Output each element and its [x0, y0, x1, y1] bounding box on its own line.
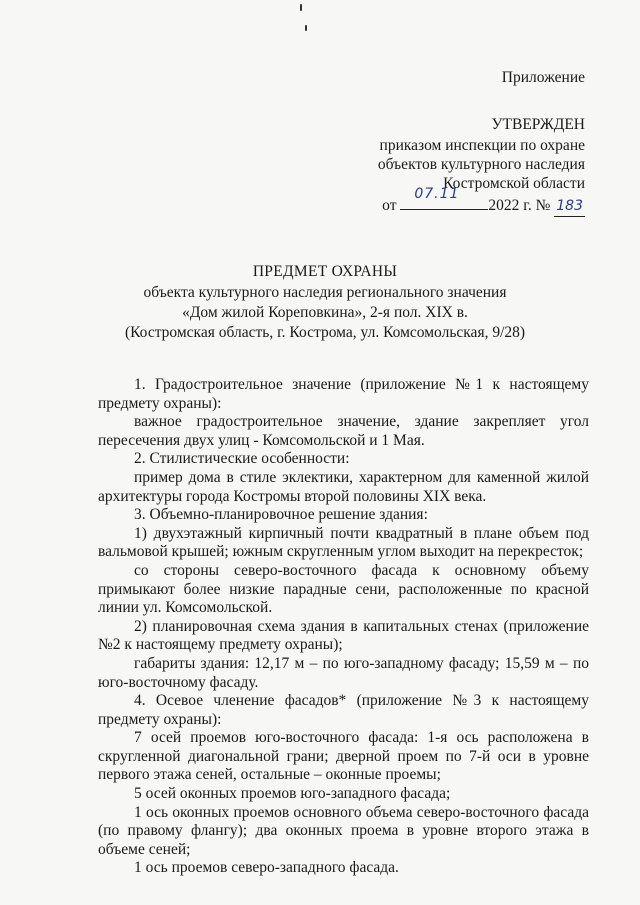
appendix-label: Приложение — [501, 69, 585, 86]
title-line-2: «Дом жилой Кореповкина», 2-я пол. XIX в. — [182, 304, 468, 321]
scan-speck — [305, 25, 307, 31]
body-paragraph: 4. Осевое членение фасадов* (приложение №3 к настоящему предмету охраны): — [98, 692, 589, 728]
approval-line-3: Костромской области — [443, 175, 585, 192]
body-paragraph: 3. Объемно-планировочное решение здания: — [134, 506, 428, 524]
title-block — [60, 262, 590, 343]
date-suffix: 2022 г. № — [488, 197, 551, 214]
body-paragraph: 7 осей проемов юго-восточного фасада: 1-я ось расположена в скругленной диагональной грани; дверной проем по 7-й оси в уровне первого этажа сеней, остальные – оконные проемы; — [98, 729, 589, 784]
scan-speck — [300, 4, 302, 11]
title-line-3: (Костромская область, г. Кострома, ул. Комсомольская, 9/28) — [124, 324, 526, 341]
body-paragraph: 5 осей оконных проемов юго-западного фасада; — [134, 785, 451, 803]
date-blank — [400, 186, 488, 210]
title-line-1: объекта культурного наследия регионального значения — [143, 284, 507, 301]
body-paragraph: 2. Стилистические особенности: — [134, 450, 350, 468]
date-prefix: от — [382, 197, 397, 214]
body-paragraph: пример дома в стиле эклектики, характерном для каменной жилой архитектуры города Костромы второй половины XIX века. — [98, 468, 589, 505]
document-body — [98, 376, 589, 878]
approval-block — [378, 68, 585, 217]
body-paragraph: со стороны северо-восточного фасада к основному объему примыкают более низкие парадные сени, расположенные по красной линии ул. Комсомольской. — [98, 561, 589, 617]
body-paragraph: 1 ось проемов северо-западного фасада. — [134, 859, 399, 877]
approved-label: УТВЕРЖДЕН — [491, 116, 585, 133]
body-paragraph: 1. Градостроительное значение (приложение №1 к настоящему предмету охраны): — [98, 376, 589, 412]
handwritten-date: 07.11 — [414, 186, 460, 202]
body-paragraph: габариты здания: 12,17 м – по юго-западному фасаду; 15,59 м – по юго-восточному фасаду. — [98, 654, 589, 691]
body-paragraph: 2) планировочная схема здания в капитальных стенах (приложение №2 к настоящему предмету охраны); — [98, 617, 589, 654]
body-paragraph: 1) двухэтажный кирпичный почти квадратный в плане объем под вальмовой крышей; южным скругленным углом выходит на перекресток; — [98, 524, 589, 561]
document-title: ПРЕДМЕТ ОХРАНЫ — [252, 263, 398, 280]
approval-date-line — [378, 186, 585, 217]
approval-line-1: приказом инспекции по охране — [379, 137, 585, 154]
body-paragraph: важное градостроительное значение, здание закрепляет угол пересечения двух улиц - Комсомольской и 1 Мая. — [98, 413, 589, 449]
handwritten-number: 183 — [554, 197, 585, 217]
approval-line-2: объектов культурного наследия — [377, 156, 585, 173]
body-paragraph: 1 ось оконных проемов основного объема северо-восточного фасада (по правому флангу); два оконных проема в уровне второго этажа в объеме сеней; — [98, 803, 589, 858]
